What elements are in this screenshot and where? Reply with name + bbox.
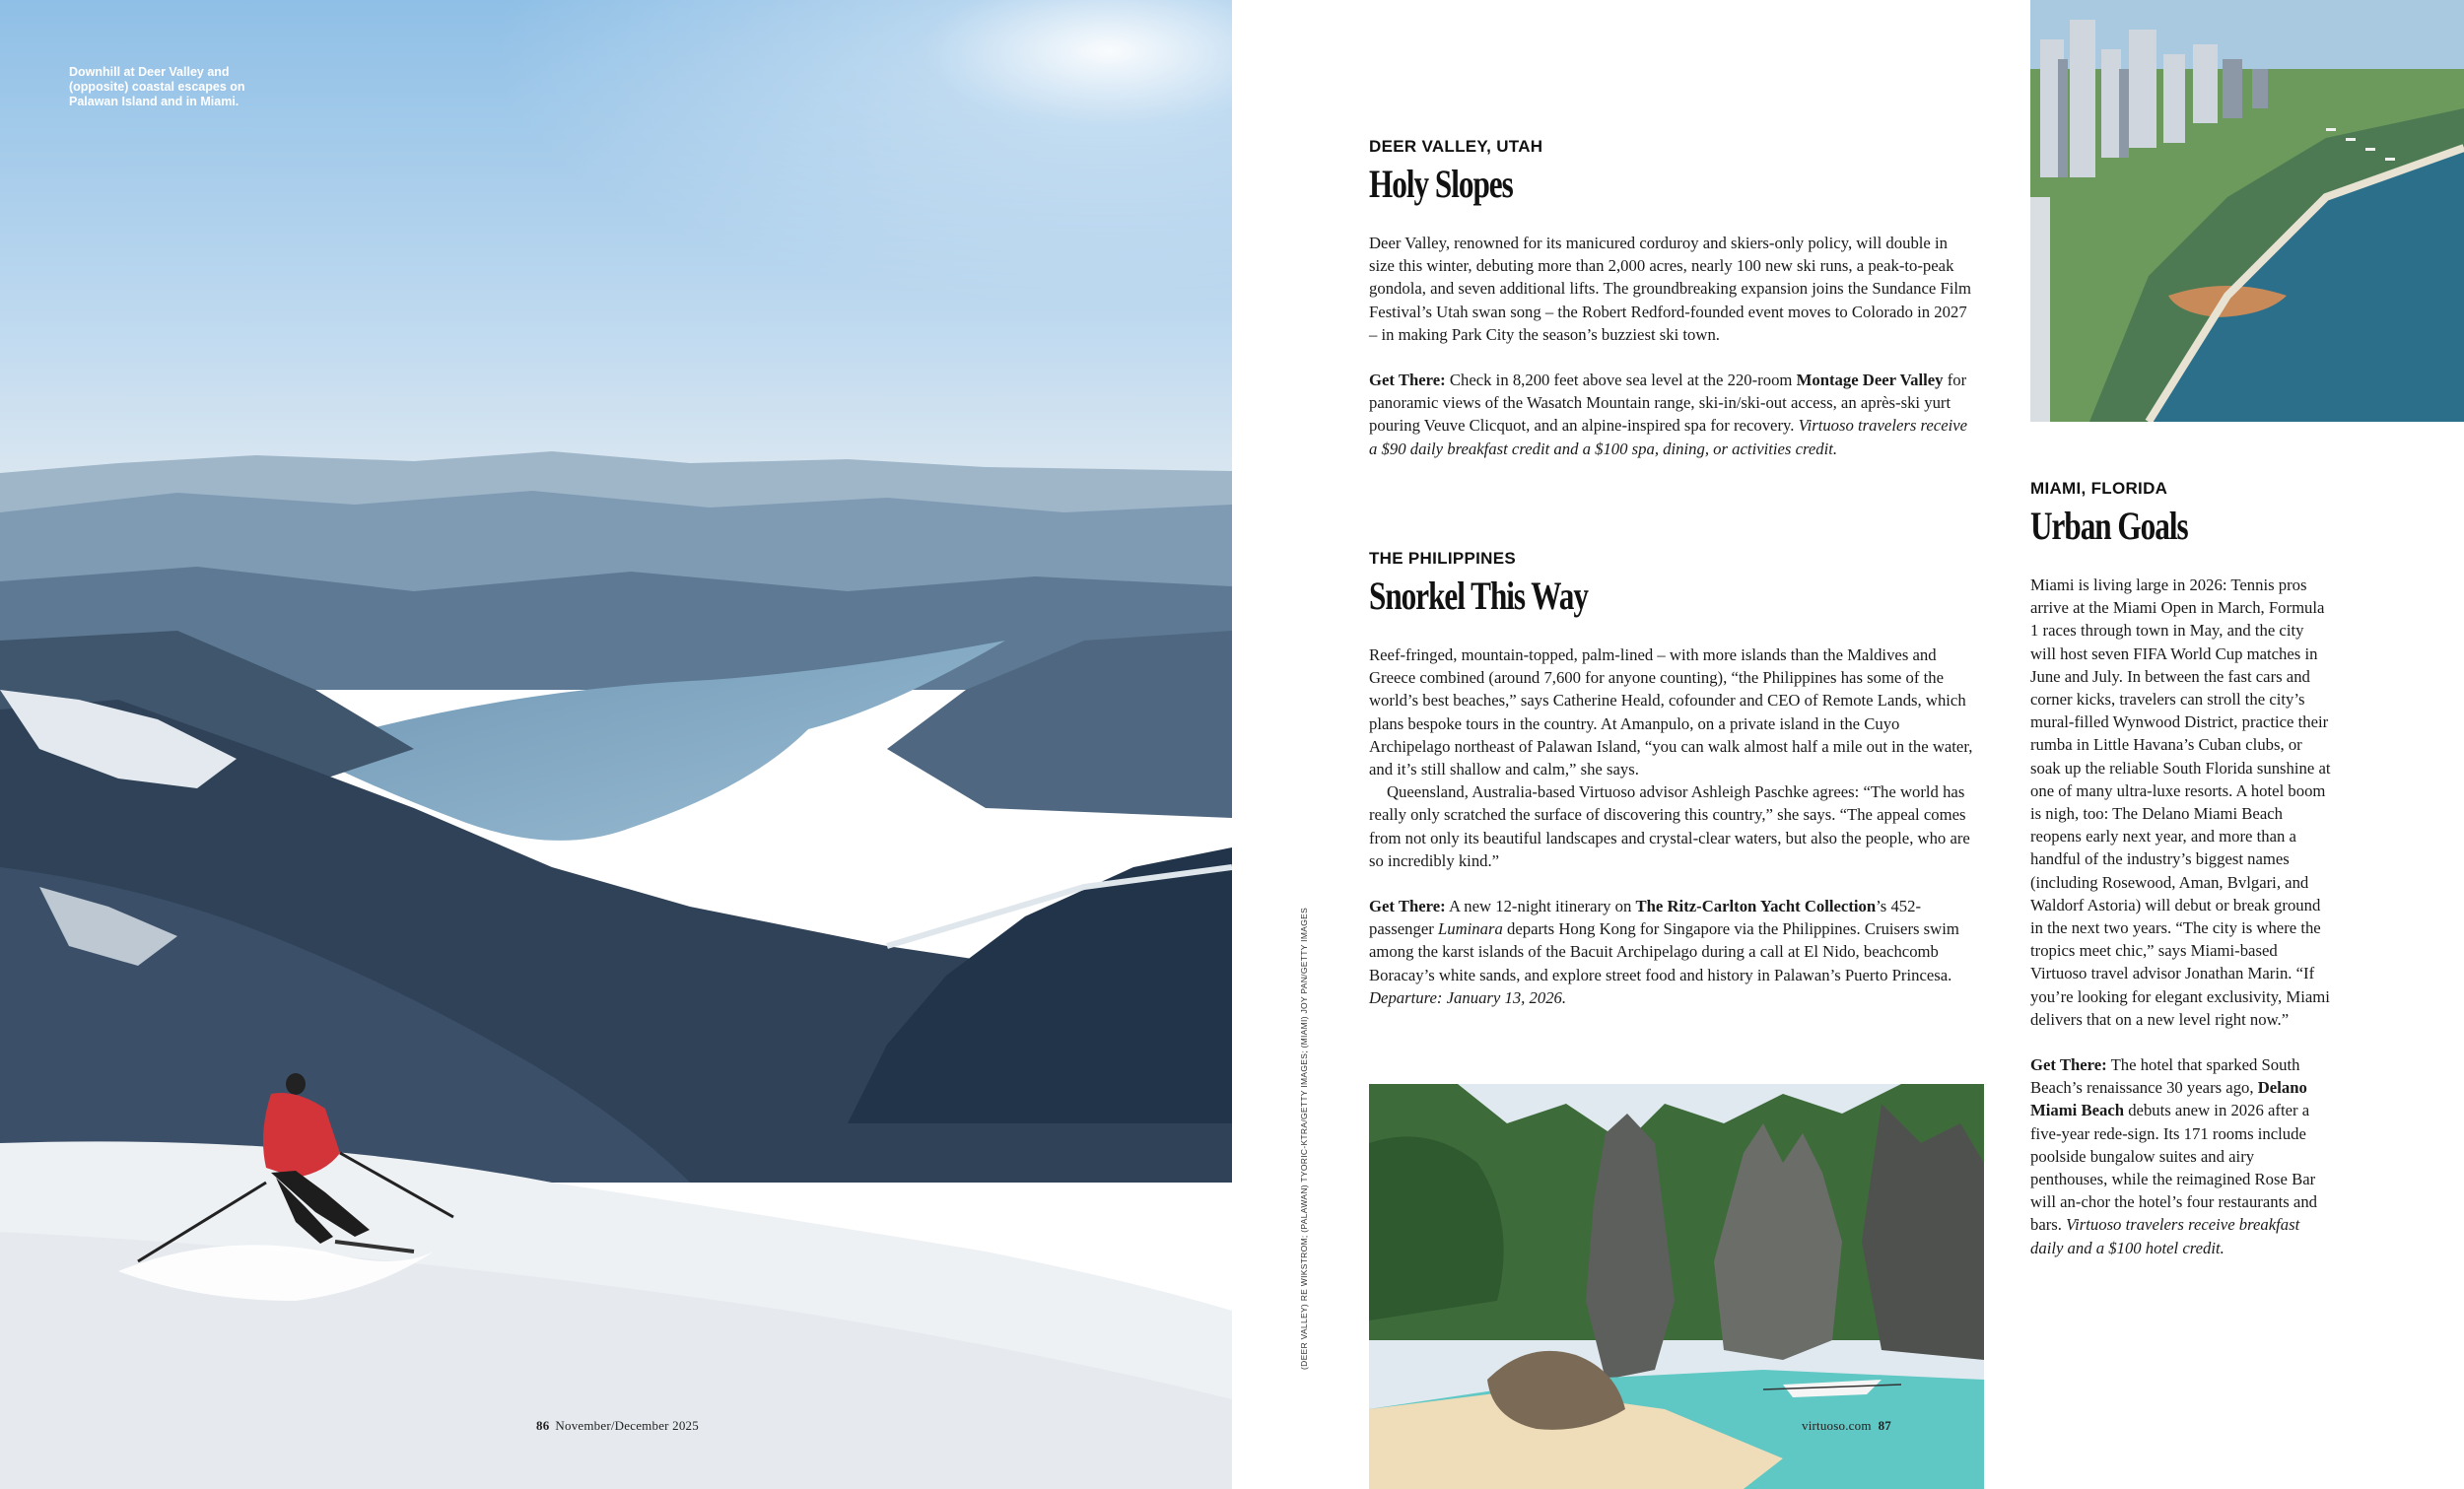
get-there-text: debuts anew in 2026 after a five-year rede-sign. Its 171 rooms include poolside bungalow suites and airy penthouses, while the reimagined Rose Bar will an-chor the hotel’s four restaurants and bars.	[2030, 1101, 2318, 1235]
page-number-left: 86	[536, 1418, 550, 1433]
hotel-name: Delano Miami Beach	[2030, 1078, 2307, 1120]
folio-right	[1802, 1418, 1897, 1434]
miami-headline: Urban Goals	[2030, 504, 2188, 548]
photo-caption: Downhill at Deer Valley and (opposite) coastal escapes on Palawan Island and in Miami.	[69, 65, 245, 108]
miami-paragraph: Miami is living large in 2026: Tennis pros arrive at the Miami Open in March, Formula 1 races through town in May, and the city will host seven FIFA World Cup matches in June and July. In between the fast cars and corner kicks, travelers can stroll the city’s mural-filled Wynwood District, practice their rumba in Little Havana’s Cuban clubs, or soak up the reliable South Florida sunshine at one of many ultra-luxe resorts. A hotel boom is nigh, too: The Delano Miami Beach reopens early next year, and more than a handful of the industry’s biggest names (including Rosewood, Aman, Bvlgari, and Waldorf Astoria) will debut or break ground in the next two years. “The city is where the tropics meet chic,” says Miami-based Virtuoso travel advisor Jonathan Marin. “If you’re looking for elegant exclusivity, Miami delivers that on a new level right now.”	[2030, 575, 2331, 1029]
cruise-line-name: The Ritz-Carlton Yacht Collection	[1635, 897, 1877, 916]
departure-date: Departure: January 13, 2026.	[1369, 987, 1567, 1007]
philippines-kicker: THE PHILIPPINES	[1369, 549, 1517, 568]
photo-credit: (DEER VALLEY) RE WIKSTROM; (PALAWAN) TYORIC-KTRA/GETTY IMAGES; (MIAMI) JOY PAN/GETTY IMAGES	[1299, 907, 1309, 1370]
get-there-label: Get There:	[1369, 897, 1446, 916]
get-there-text: A new 12-night itinerary on	[1445, 897, 1636, 916]
issue-date: November/December 2025	[555, 1418, 699, 1433]
miami-aerial-photo	[2030, 0, 2464, 422]
folio-left	[536, 1418, 699, 1434]
philippines-paragraph-1: Reef-fringed, mountain-topped, palm-lined – with more islands than the Maldives and Greece combined (around 7,600 for anyone counting), “the Philippines has some of the world’s best beaches,” says Catherine Heald, cofounder and CEO of Remote Lands, which plans bespoke tours in the country. At Amanpulo, on a private island in the Cuyo Archipelago northeast of Palawan Island, “you can walk almost half a mile out in the water, and it’s still shallow and calm,” she says.	[1369, 645, 1973, 779]
get-there-text: The hotel that sparked South Beach’s renaissance 30 years ago,	[2030, 1055, 2300, 1098]
get-there-text: ’s 452-passenger	[1369, 897, 1922, 939]
miami-kicker: MIAMI, FLORIDA	[2030, 479, 2168, 498]
miami-body	[2030, 574, 2331, 1259]
get-there-text: departs Hong Kong for Singapore via the Philippines. Cruisers swim among the karst islands of the Bacuit Archipelago during a call at El Nido, beachcomb Boracay’s white sands, and explore street food and history in Palawan’s Puerto Princesa.	[1369, 919, 1959, 984]
virtuoso-perk: Virtuoso travelers receive a $90 daily breakfast credit and a $100 spa, dining, or activities credit.	[1369, 416, 1968, 458]
site-url: virtuoso.com	[1802, 1418, 1872, 1433]
get-there-label: Get There:	[2030, 1055, 2107, 1075]
get-there-text: for panoramic views of the Wasatch Mountain range, ski-in/ski-out access, an après-ski yurt pouring Veuve Clicquot, and an alpine-inspired spa for recovery.	[1369, 371, 1967, 436]
deer-valley-paragraph: Deer Valley, renowned for its manicured corduroy and skiers-only policy, will double in size this winter, debuting more than 2,000 acres, nearly 100 new ski runs, a peak-to-peak gondola, and seven additional lifts. The groundbreaking expansion joins the Sundance Film Festival’s Utah swan song – the Robert Redford-founded event moves to Colorado in 2027 – in making Park City the season’s buzziest ski town.	[1369, 234, 1971, 344]
hotel-name: Montage Deer Valley	[1796, 371, 1944, 390]
philippines-paragraph-2: Queensland, Australia-based Virtuoso advisor Ashleigh Paschke agrees: “The world has really only scratched the surface of discovering this country,” she says. “The appeal comes from not only its beautiful landscapes and crystal-clear waters, but also the people, who are so incredibly kind.”	[1369, 782, 1970, 870]
virtuoso-perk: Virtuoso travelers receive breakfast daily and a $100 hotel credit.	[2030, 1215, 2300, 1257]
ship-name: Luminara	[1437, 919, 1503, 939]
deer-valley-kicker: DEER VALLEY, UTAH	[1369, 137, 1543, 156]
deer-valley-headline: Holy Slopes	[1369, 162, 1513, 206]
deer-valley-body	[1369, 232, 1976, 460]
miami-get-there	[2030, 1053, 2331, 1259]
philippines-headline: Snorkel This Way	[1369, 574, 1588, 618]
philippines-section	[1369, 549, 1976, 1009]
deer-valley-section	[1369, 137, 1976, 460]
philippines-body	[1369, 643, 1976, 1009]
get-there-text: Check in 8,200 feet above sea level at the 220-room	[1445, 371, 1797, 390]
page-number-right: 87	[1878, 1418, 1891, 1433]
deer-valley-get-there	[1369, 369, 1976, 460]
philippines-get-there	[1369, 895, 1976, 1009]
get-there-label: Get There:	[1369, 371, 1446, 390]
miami-section	[2030, 479, 2331, 1259]
